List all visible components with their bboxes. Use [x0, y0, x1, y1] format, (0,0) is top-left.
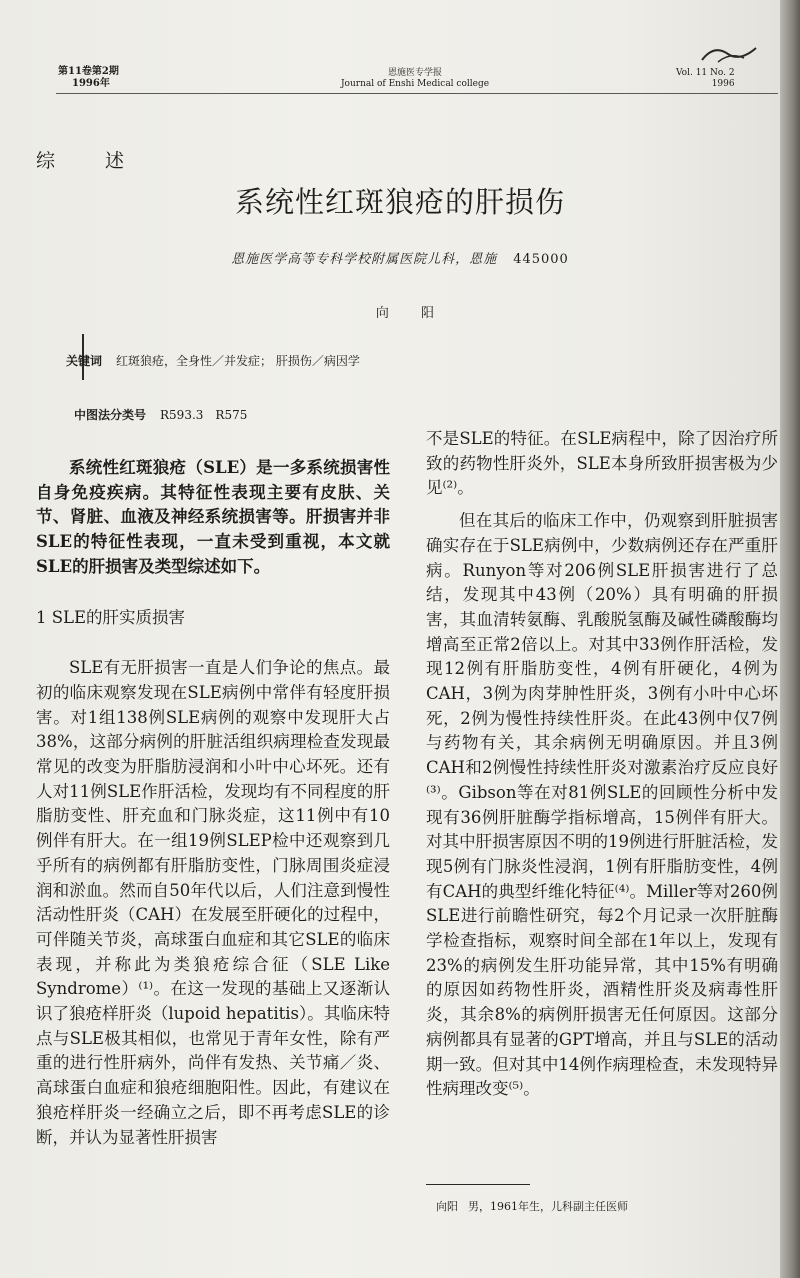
clc-code: R575: [215, 408, 248, 422]
keywords-label: 关键词: [66, 354, 103, 368]
journal-name-en: Journal of Enshi Medical college: [340, 79, 490, 89]
running-header-center: [320, 68, 510, 90]
author-footnote: [436, 1198, 638, 1214]
classification-line: [74, 406, 247, 423]
journal-name-cn: 恩施医专学报: [387, 68, 442, 78]
right-column: [426, 427, 778, 1102]
volume-issue: 第11卷第2期: [58, 66, 119, 77]
keywords-text: 红斑狼疮，全身性／并发症； 肝损伤／病因学: [116, 354, 360, 368]
header-year: 1996年: [72, 78, 110, 89]
footnote-bio: 男，1961年生，儿科副主任医师: [468, 1200, 628, 1213]
postcode: 445000: [513, 252, 569, 267]
clc-code: R593.3: [160, 408, 204, 422]
page-edge-shadow: [780, 0, 800, 1278]
author-name: 向 阳: [375, 306, 449, 321]
section-tag: 综 述: [36, 150, 147, 172]
running-header-right: [676, 68, 735, 90]
body-paragraph: 不是SLE的特征。在SLE病程中，除了因治疗所致的药物性肝炎外，SLE本身所致肝损害极为少见⁽²⁾。: [426, 429, 778, 498]
left-column: [36, 456, 390, 1150]
affiliation-text: 恩施医学高等专科学校附属医院儿科，恩施: [231, 252, 498, 267]
section-heading: 1 SLE的肝实质损害: [36, 607, 186, 627]
footnote-name: 向阳: [436, 1200, 458, 1213]
footnote-rule: [426, 1184, 530, 1185]
header-year-en: 1996: [711, 79, 735, 89]
volume-issue-en: Vol. 11 No. 2: [676, 68, 735, 78]
intro-paragraph: 系统性红斑狼疮（SLE）是一多系统损害性自身免疫疾病。其特征性表现主要有皮肤、关节、肾脏、血液及神经系统损害等。肝损害并非SLE的特征性表现，一直未受到重视，本文就SLE的肝损害及类型综述如下。: [36, 458, 390, 576]
running-header-left: [58, 66, 119, 90]
body-paragraph: SLE有无肝损害一直是人们争论的焦点。最初的临床观察发现在SLE病例中常伴有轻度肝损害。对1组138例SLE病例的观察中发现肝大占38%，这部分病例的肝脏活组织病理检查发现最常见的改变为肝脂肪浸润和小叶中心坏死。还有人对11例SLE作肝活检，发现均有不同程度的肝脂肪变性、肝充血和门脉炎症，这11例中有10例伴有肝大。在一组19例SLEP检中还观察到几乎所有的病例都有肝脂肪变性，门脉周围炎症浸润和淤血。然而自50年代以后，人们注意到慢性活动性肝炎（CAH）在发展至肝硬化的过程中，可伴随关节炎，高球蛋白血症和其它SLE的临床表现，并称此为类狼疮综合征（SLE Like Syndrome）⁽¹⁾。在这一发现的基础上又逐渐认识了狼疮样肝炎（lupoid hepatitis）。其临床特点与SLE极其相似，也常见于青年女性，除有严重的进行性肝病外，尚伴有发热、关节痛／炎、高球蛋白血症和狼疮细胞阳性。因此，有建议在狼疮样肝炎一经确立之后，即不再考虑SLE的诊断，并认为显著性肝损害: [36, 658, 390, 1147]
header-rule: [56, 93, 778, 94]
journal-logo-icon: [700, 40, 758, 66]
article-title: 系统性红斑狼疮的肝损伤: [234, 185, 565, 219]
clc-label: 中图法分类号: [74, 408, 147, 422]
keywords-line: [66, 352, 360, 369]
author-affiliation: [0, 248, 800, 267]
body-paragraph: 但在其后的临床工作中，仍观察到肝脏损害确实存在于SLE病例中，少数病例还存在严重肝病。Runyon等对206例SLE肝损害进行了总结，发现其中43例（20%）具有明确的肝损害，其血清转氨酶、乳酸脱氢酶及碱性磷酸酶均增高至正常2倍以上。对其中33例作肝活检，发现12例有肝脂肪变性，4例有肝硬化，4例为CAH，3例为肉芽肿性肝炎，3例有小叶中心坏死，2例为慢性持续性肝炎。在此43例中仅7例与药物有关，其余病例无明确原因。并且3例CAH和2例慢性持续性肝炎对激素治疗反应良好⁽³⁾。Gibson等在对81例SLE的回顾性分析中发现有36例肝脏酶学指标增高，15例伴有肝大。对其中肝损害原因不明的19例进行肝脏活检，发现5例有门脉炎性浸润，1例有肝脂肪变性，4例有CAH的典型纤维化特征⁽⁴⁾。Miller等对260例SLE进行前瞻性研究，每2个月记录一次肝脏酶学检查指标，观察时间全部在1年以上，发现有23%的病例发生肝功能异常，其中15%有明确的原因如药物性肝炎，酒精性肝炎及病毒性肝炎，其余8%的病例肝损害无任何原因。这部分病例都具有显著的GPT增高，并且与SLE的活动期一致。但对其中14例作病理检查，未发现特异性病理改变⁽⁵⁾。: [426, 511, 778, 1099]
